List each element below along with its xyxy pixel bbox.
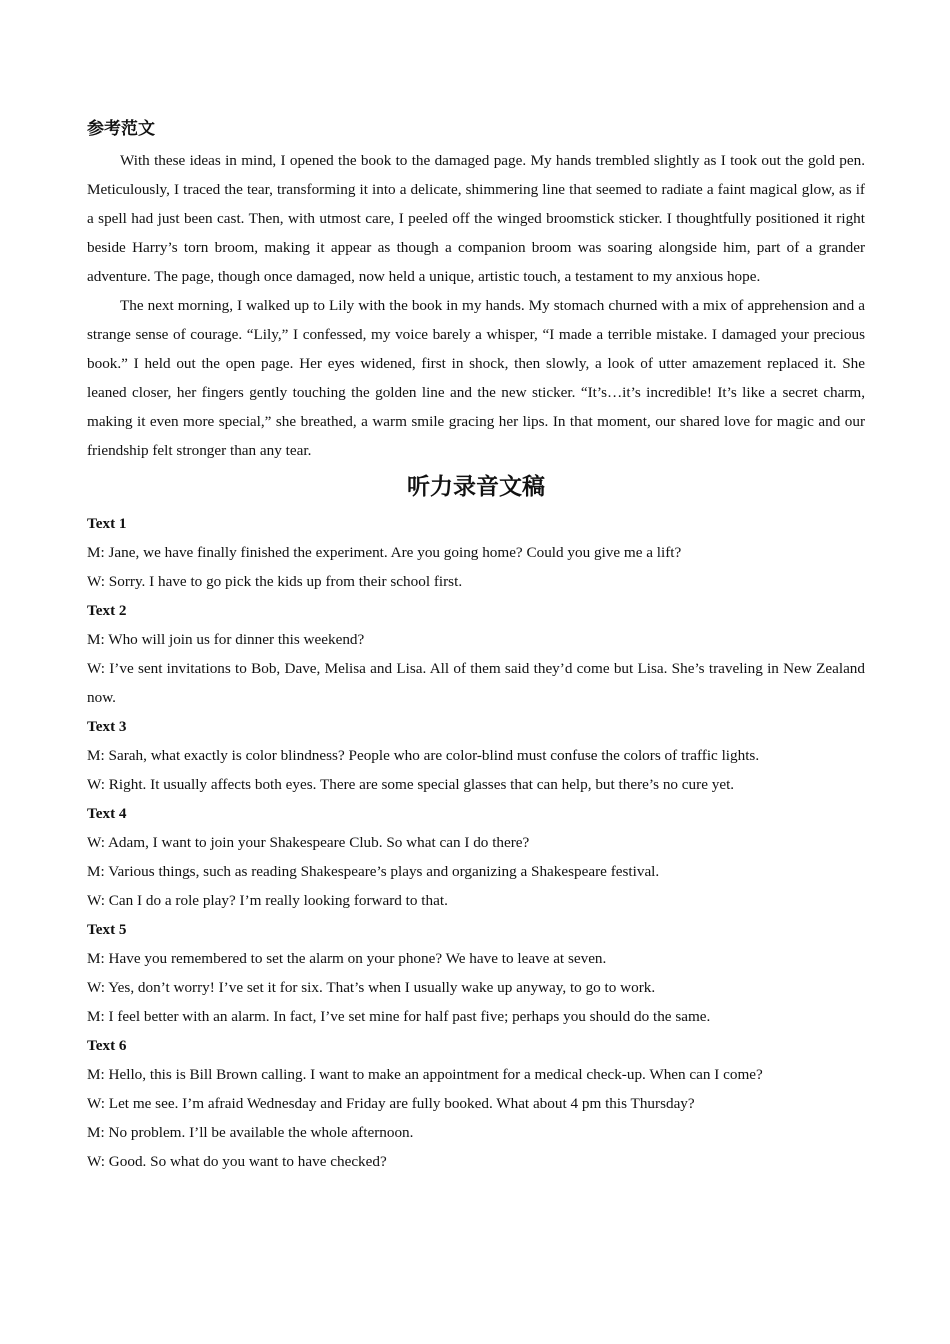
transcript-text-5 (87, 915, 865, 1031)
text-heading: Text 4 (87, 805, 127, 822)
document-page (87, 112, 865, 1176)
essay-title: 参考范文 (87, 119, 155, 139)
dialogue-line: W: Let me see. I’m afraid Wednesday and Friday are fully booked. What about 4 pm this Thursday? (87, 1095, 695, 1112)
dialogue-line: W: Right. It usually affects both eyes. There are some special glasses that can help, but there’s no cure yet. (87, 776, 735, 793)
transcript-text-4 (87, 799, 865, 915)
text-heading: Text 2 (87, 602, 127, 619)
transcript-text-2 (87, 596, 865, 712)
dialogue-line: M: Hello, this is Bill Brown calling. I want to make an appointment for a medical check-up. When can I come? (87, 1066, 763, 1083)
transcript-text-6 (87, 1031, 865, 1176)
dialogue-line: W: Can I do a role play? I’m really looking forward to that. (87, 892, 448, 909)
dialogue-line: W: Good. So what do you want to have checked? (87, 1153, 387, 1170)
text-heading: Text 6 (87, 1037, 127, 1054)
dialogue-line: W: Sorry. I have to go pick the kids up from their school first. (87, 573, 463, 590)
text-heading: Text 3 (87, 718, 127, 735)
dialogue-line: M: Jane, we have finally finished the experiment. Are you going home? Could you give me a lift? (87, 544, 682, 561)
transcript-text-3 (87, 712, 865, 799)
essay-paragraph: The next morning, I walked up to Lily with the book in my hands. My stomach churned with a mix of apprehension and a strange sense of courage. “Lily,” I confessed, my voice barely a whisper, “I made a terrible mistake. I damaged your precious book.” I held out the open page. Her eyes widened, first in shock, then slowly, a look of utter amazement replaced it. She leaned closer, her fingers gently touching the golden line and the new sticker. “It’s…it’s incredible! It’s like a secret charm, making it even more special,” she breathed, a warm smile gracing her lips. In that moment, our shared love for magic and our friendship felt stronger than any tear. (87, 297, 865, 459)
text-heading: Text 1 (87, 515, 127, 532)
dialogue-line: M: Have you remembered to set the alarm on your phone? We have to leave at seven. (87, 950, 607, 967)
dialogue-line: W: I’ve sent invitations to Bob, Dave, Melisa and Lisa. All of them said they’d come but Lisa. She’s traveling in New Zealand now. (87, 660, 865, 706)
dialogue-line: M: Various things, such as reading Shakespeare’s plays and organizing a Shakespeare festival. (87, 863, 660, 880)
text-heading: Text 5 (87, 921, 127, 938)
dialogue-line: M: No problem. I’ll be available the whole afternoon. (87, 1124, 414, 1141)
essay-paragraph: With these ideas in mind, I opened the book to the damaged page. My hands trembled slightly as I took out the gold pen. Meticulously, I traced the tear, transforming it into a delicate, shimmering line that seemed to radiate a faint magical glow, as if a spell had just been cast. Then, with utmost care, I peeled off the winged broomstick sticker. I thoughtfully positioned it right beside Harry’s torn broom, making it appear as though a companion broom was soaring alongside him, part of a grander adventure. The page, though once damaged, now held a unique, artistic touch, a testament to my anxious hope. (87, 152, 865, 285)
dialogue-line: M: Sarah, what exactly is color blindness? People who are color-blind must confuse the colors of traffic lights. (87, 747, 760, 764)
dialogue-line: W: Adam, I want to join your Shakespeare Club. So what can I do there? (87, 834, 530, 851)
dialogue-line: W: Yes, don’t worry! I’ve set it for six. That’s when I usually wake up anyway, to go to work. (87, 979, 656, 996)
dialogue-line: M: I feel better with an alarm. In fact, I’ve set mine for half past five; perhaps you should do the same. (87, 1008, 711, 1025)
transcript-title: 听力录音文稿 (407, 474, 545, 500)
dialogue-line: M: Who will join us for dinner this weekend? (87, 631, 365, 648)
transcript-text-1 (87, 509, 865, 596)
